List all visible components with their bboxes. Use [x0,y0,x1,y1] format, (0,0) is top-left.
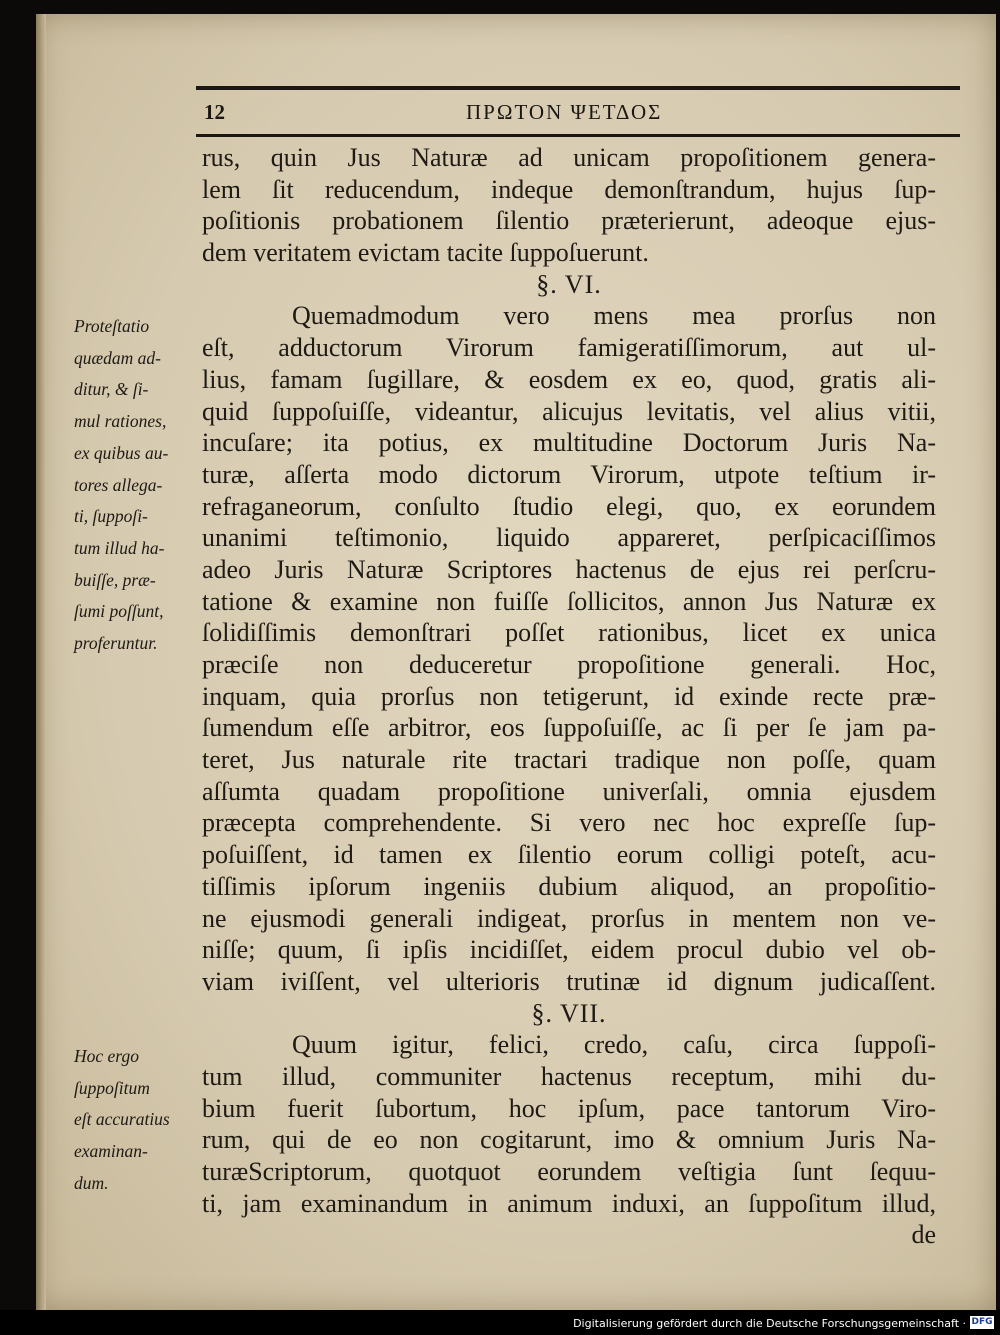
text-line: tum illud, communiter hactenus receptum, mihi du- [202,1061,936,1091]
text-line: refraganeorum, conſulto ſtudio elegi, quo, ex eorundem [202,491,936,521]
text-line: ſumendum eſſe arbitror, eos ſuppoſuiſſe, ac ſi per ſe jam pa- [202,713,936,743]
text-line: viam iviſſent, vel ulterioris trutinæ id dignum judicaſſent. [202,966,936,996]
margin-note-protestatio [74,311,168,660]
margin-note-line: quædam ad- [74,347,162,368]
margin-note-line: Hoc ergo [74,1046,139,1066]
margin-note-line: tores allega- [74,474,163,495]
footer-credit: Digitalisierung gefördert durch die Deutsche Forschungsgemeinschaft · [573,1317,966,1330]
header-rule-top [196,86,960,90]
margin-note-line: proferuntur. [74,633,158,654]
margin-note-line: ditur, & ſi- [74,379,149,400]
text-line: rum, qui de eo non cogitarunt, imo & omnium Juris Na- [202,1125,936,1155]
text-line: ti, jam examinandum in animum induxi, an ſuppoſitum illud, [202,1188,936,1218]
text-line: incuſare; ita potius, ex multitudine Doctorum Juris Na- [202,428,936,458]
text-line: Quemadmodum vero mens mea prorſus non [292,301,936,331]
margin-note-line: examinan- [74,1141,148,1162]
text-line: Quum igitur, felici, credo, caſu, circa ſuppoſi- [292,1030,936,1060]
section-heading-6: §. VI. [536,269,602,299]
text-line: ne ejusmodi generali indigeat, prorſus in mentem non ve- [202,903,936,933]
footer-bar [0,1310,1000,1335]
page-edge-shadow [36,14,46,1310]
text-line: ſolidiſſimis demonſtrari poſſet rationibus, licet ex unica [202,618,936,648]
text-line: præciſe non deduceretur propoſitione generali. Hoc, [202,650,936,679]
text-line: niſſe; quum, ſi ipſis incidiſſet, eidem procul dubio vel ob- [202,935,936,965]
text-line: turæ, aſſerta modo dictorum Virorum, utpote teſtium ir- [202,459,936,489]
text-line: poſitionis probationem ſilentio præterierunt, adeoque ejus- [202,206,936,236]
main-text-column [202,142,936,1251]
text-line: quid ſuppoſuiſſe, videantur, alicujus levitatis, vel alius vitii, [202,396,936,426]
margin-note-line: dum. [74,1172,109,1193]
text-line: tiſſimis ipſorum ingeniis dubium aliquod, an propoſitio- [202,871,936,901]
header-rule-bottom [196,134,960,137]
section-heading-7: §. VII. [531,998,607,1028]
margin-note-line: buiſſe, præ- [74,569,156,590]
text-line: turæScriptorum, quotquot eorundem veſtigia ſunt ſequu- [202,1157,936,1186]
margin-note-line: ex quibus au- [74,442,169,463]
margin-note-line: mul rationes, [74,411,167,432]
page-number: 12 [204,100,225,124]
text-line: præcepta comprehendente. Si vero nec hoc expreſſe ſup- [202,808,936,838]
running-head: ΠΡΩΤΟΝ ΨΕΤΔΟΣ [466,100,663,124]
text-line: teret, Jus naturale rite tractari tradique non poſſe, quam [202,745,936,775]
catchword: de [911,1220,936,1250]
text-line: lius, famam ſugillare, & eosdem ex eo, quod, gratis ali- [202,364,936,394]
margin-note-line: ſumi poſſunt, [74,601,164,622]
dfg-logo-icon: DFG [971,1317,993,1327]
text-line: inquam, quia prorſus non tetigerunt, id exinde recte præ- [202,681,936,711]
margin-note-line: ſuppoſitum [74,1077,150,1098]
margin-note-line: eſt accuratius [74,1109,170,1130]
text-line: unanimi teſtimonio, liquido appareret, perſpicaciſſimos [202,523,936,553]
text-line: poſuiſſent, id tamen ex ſilentio eorum colligi poteſt, acu- [202,840,936,870]
text-line: adeo Juris Naturæ Scriptores hactenus de ejus rei perſcru- [202,554,936,584]
margin-note-hoc-ergo [74,1041,170,1200]
text-line: bium fuerit ſubortum, hoc ipſum, pace tantorum Viro- [202,1093,936,1123]
margin-note-line: Proteſtatio [74,316,150,336]
book-page [36,14,996,1310]
margin-note-line: ti, ſuppoſi- [74,506,148,527]
text-line: tatione & examine non fuiſſe ſollicitos, annon Jus Naturæ ex [202,586,936,616]
margin-note-line: tum illud ha- [74,537,165,558]
text-line: dem veritatem evictam tacite ſuppoſuerunt. [202,238,649,268]
text-line: lem ſit reducendum, indeque demonſtrandum, hujus ſup- [202,174,936,204]
text-line: aſſumta quadam propoſitione univerſali, omnia ejusdem [202,776,936,806]
text-line: eſt, adductorum Virorum famigeratiſſimorum, aut ul- [202,333,936,363]
text-line: rus, quin Jus Naturæ ad unicam propoſitionem genera- [202,143,936,172]
